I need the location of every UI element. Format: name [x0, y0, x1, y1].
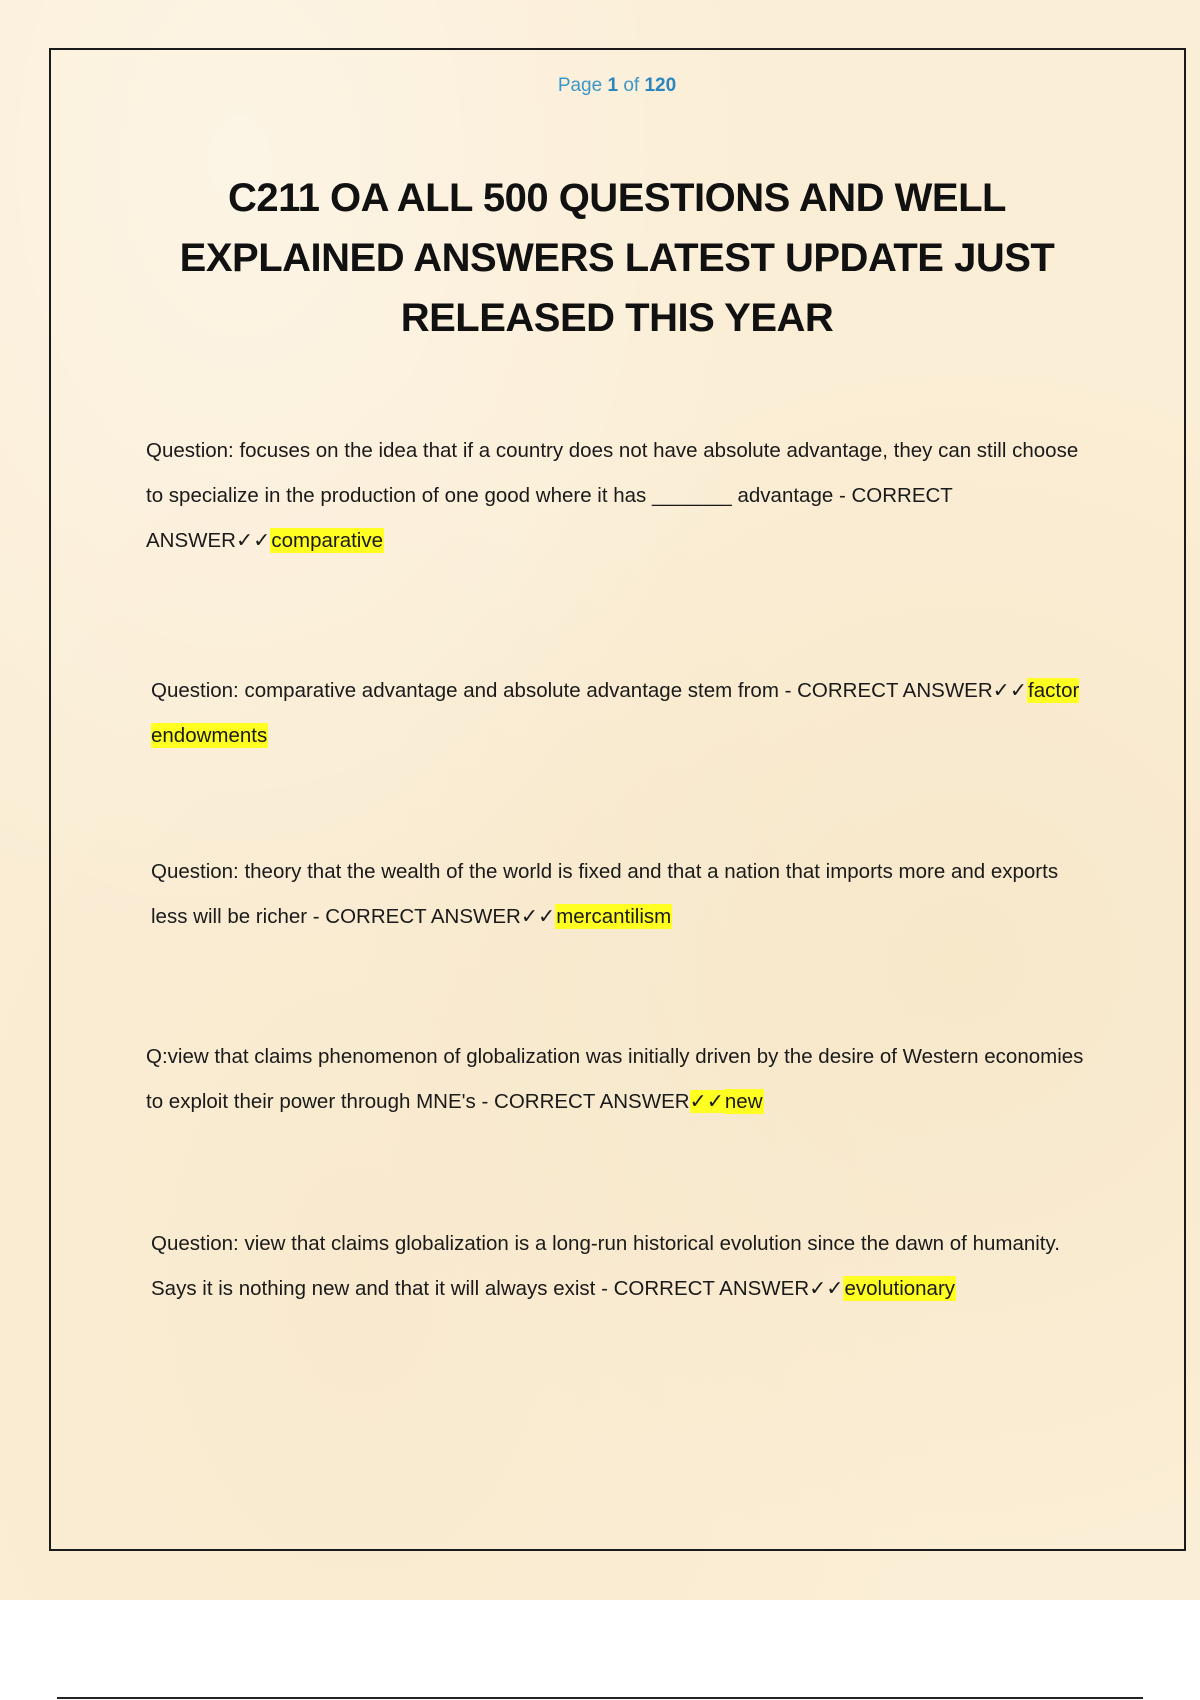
page-current: 1 [607, 75, 619, 96]
answer-highlight: factor endowments [151, 679, 1080, 747]
qa-item-3 [146, 849, 1091, 939]
checkmark-icon: ✓✓ [809, 1277, 844, 1300]
checkmark-icon: ✓✓ [520, 905, 556, 928]
page-of-label: of [623, 75, 640, 96]
checkmark-icon: ✓✓ [235, 529, 271, 552]
footer-divider [57, 1697, 1143, 1699]
question-text: Question: theory that the wealth of the world is fixed and that a nation that imports more and exports less will be richer - CORRECT ANSWER [151, 860, 1059, 928]
checkmark-icon: ✓✓ [689, 1090, 724, 1113]
qa-item-4 [146, 1034, 1086, 1124]
document-title: C211 OA ALL 500 QUESTIONS AND WELL EXPLAINED ANSWERS LATEST UPDATE JUST RELEASED THIS YEAR [179, 176, 1055, 340]
answer-highlight: evolutionary [844, 1277, 956, 1300]
question-text: Question: view that claims globalization is a long-run historical evolution since the dawn of humanity. Says it is nothing new and that it will always exist - CORRECT ANSWER [151, 1232, 1060, 1300]
page-indicator [0, 75, 1200, 97]
qa-item-1 [146, 428, 1086, 563]
question-text: Q:view that claims phenomenon of globalization was initially driven by the desire of Western economies to exploit their power through MNE's - CORRECT ANSWER [146, 1045, 1084, 1113]
page-label: Page [557, 75, 603, 96]
question-text: Question: focuses on the idea that if a country does not have absolute advantage, they can still choose to specialize in the production of one good where it has _______ advantage - CORRECT ANSWER [146, 439, 1079, 552]
question-text: Question: comparative advantage and absolute advantage stem from - CORRECT ANSWER [151, 679, 993, 702]
answer-highlight: comparative [271, 529, 384, 552]
answer-highlight: new [724, 1090, 763, 1113]
qa-item-2 [146, 668, 1091, 758]
checkmark-icon: ✓✓ [992, 679, 1028, 702]
answer-highlight: mercantilism [556, 905, 672, 928]
qa-item-5 [146, 1221, 1091, 1311]
page-total: 120 [644, 75, 677, 96]
